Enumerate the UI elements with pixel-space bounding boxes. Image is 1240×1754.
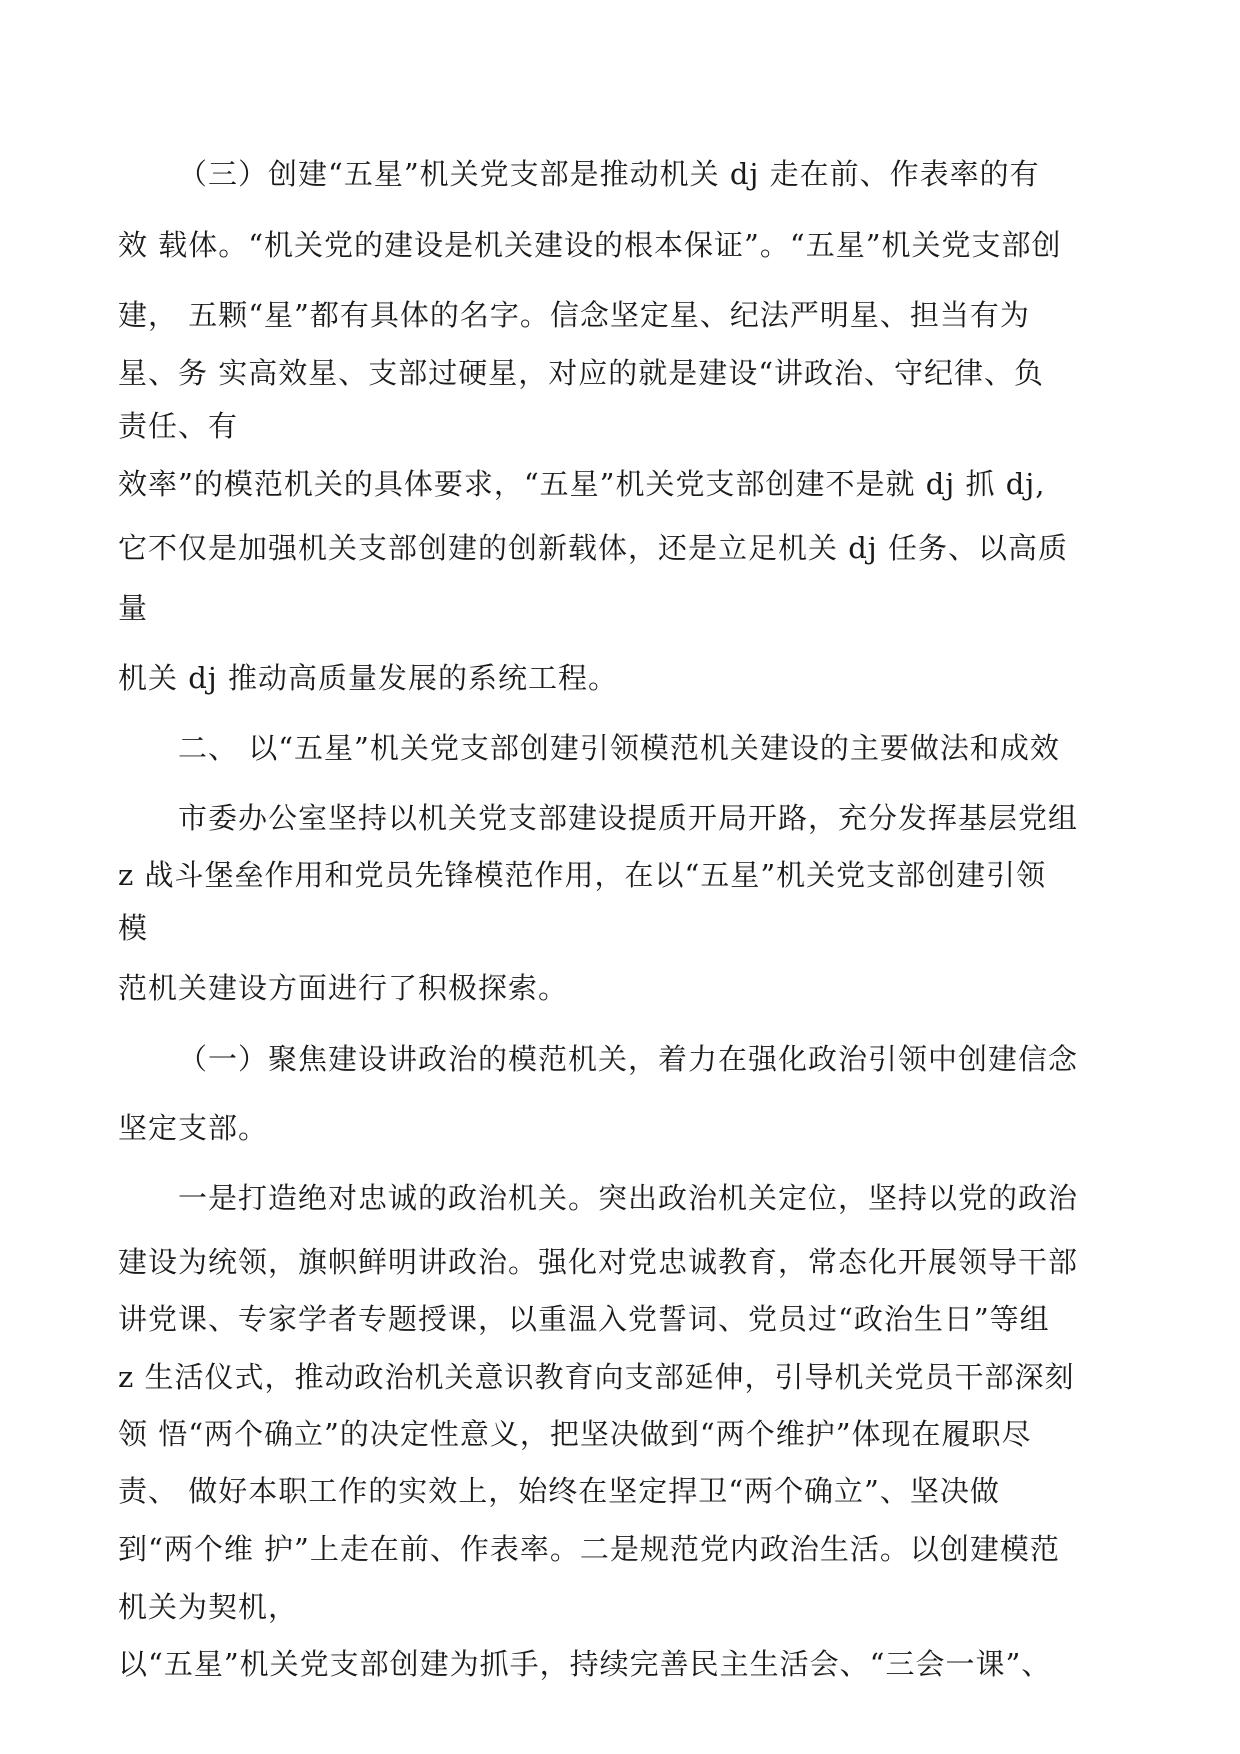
paragraph-line: 责任、有	[118, 409, 239, 443]
paragraph-line: 一是打造绝对忠诚的政治机关。突出政治机关定位，坚持以党的政治	[178, 1181, 1079, 1215]
paragraph-line: 市委办公室坚持以机关党支部建设提质开局开路，充分发挥基层党组	[178, 801, 1079, 835]
paragraph-line: 它不仅是加强机关支部创建的创新载体，还是立足机关 dj 任务、以高质	[118, 531, 1068, 565]
paragraph-line: 建， 五颗“星”都有具体的名字。信念坚定星、纪法严明星、担当有为	[118, 298, 1030, 332]
paragraph-line: 范机关建设方面进行了积极探索。	[118, 971, 569, 1005]
paragraph-line: 讲党课、专家学者专题授课，以重温入党誓词、党员过“政治生日”等组	[118, 1302, 1050, 1336]
paragraph-line: 效率”的模范机关的具体要求，“五星”机关党支部创建不是就 dj 抓 dj,	[118, 467, 1046, 501]
paragraph-line: 效 载体。“机关党的建设是机关建设的根本保证”。“五星”机关党支部创	[118, 228, 1062, 262]
paragraph-line: 量	[118, 591, 149, 625]
paragraph-line: z 生活仪式，推动政治机关意识教育向支部延伸，引导机关党员干部深刻	[118, 1360, 1075, 1394]
paragraph-line: 领 悟“两个确立”的决定性意义，把坚决做到“两个维护”体现在履职尽	[118, 1417, 1032, 1451]
paragraph-line: 机关为契机，	[118, 1590, 299, 1624]
paragraph-line: （三）创建“五星”机关党支部是推动机关 dj 走在前、作表率的有	[178, 157, 1040, 191]
paragraph-line: 以“五星”机关党支部创建为抓手，持续完善民主生活会、“三会一课”、	[118, 1647, 1052, 1681]
paragraph-line: 机关 dj 推动高质量发展的系统工程。	[118, 661, 618, 695]
section-heading: 二、 以“五星”机关党支部创建引领模范机关建设的主要做法和成效	[178, 731, 1060, 765]
subsection-heading: （一）聚焦建设讲政治的模范机关，着力在强化政治引领中创建信念	[178, 1042, 1079, 1076]
paragraph-line: 星、务 实高效星、支部过硬星，对应的就是建设“讲政治、守纪律、负	[118, 356, 1045, 390]
paragraph-line: 责、 做好本职工作的实效上，始终在坚定捍卫“两个确立”、坚决做	[118, 1474, 1000, 1508]
paragraph-line: 到“两个维 护”上走在前、作表率。二是规范党内政治生活。以创建模范	[118, 1532, 1060, 1566]
paragraph-line: 建设为统领，旗帜鲜明讲政治。强化对党忠诚教育，常态化开展领导干部	[118, 1245, 1079, 1279]
paragraph-line: z 战斗堡垒作用和党员先锋模范作用，在以“五星”机关党支部创建引领	[118, 858, 1047, 892]
subsection-heading: 坚定支部。	[118, 1111, 269, 1145]
paragraph-line: 模	[118, 911, 149, 945]
